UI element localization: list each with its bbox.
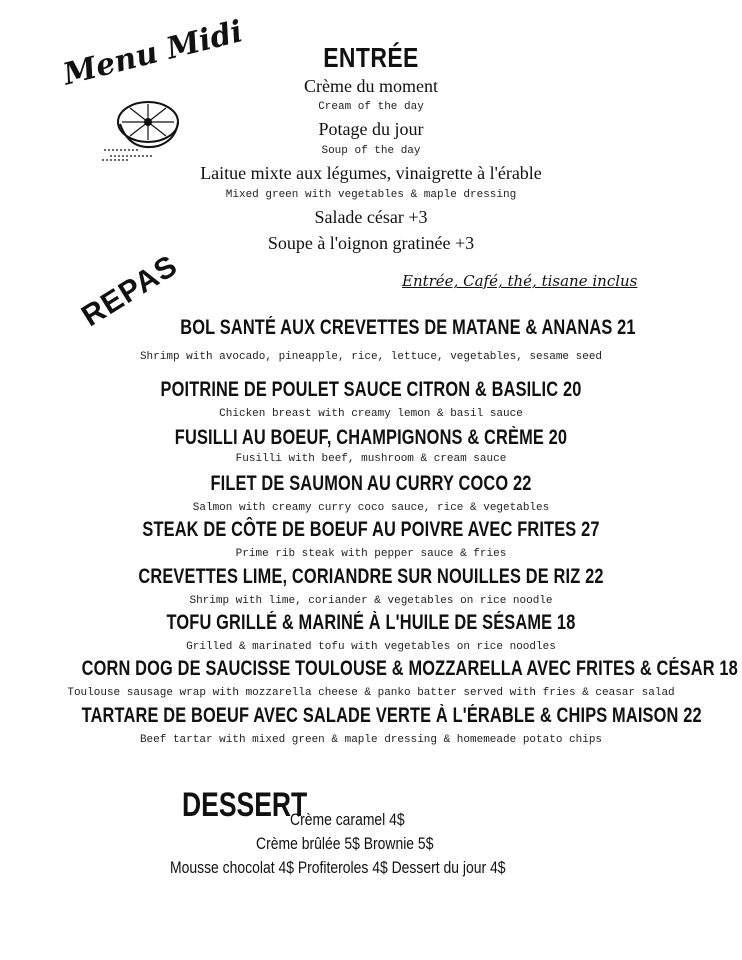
entree-item-fr: Soupe à l'oignon gratinée +3 (267, 233, 475, 253)
entree-item-en: Soup of the day (321, 145, 421, 157)
dish-name: BOL SANTÉ AUX CREVETTES DE MATANE & ANANAS 21 (180, 316, 636, 339)
included-note: Entrée, Café, thé, tisane inclus (402, 272, 638, 290)
entree-item-fr: Crème du moment (304, 76, 438, 96)
entree-item-fr: Laitue mixte aux légumes, vinaigrette à l'érable (200, 163, 542, 183)
dish-description: Shrimp with lime, coriander & vegetables on rice noodle (189, 595, 553, 607)
menu-midi-title: Menu Midi (59, 14, 247, 93)
dish-name: FILET DE SAUMON AU CURRY COCO 22 (210, 472, 532, 495)
dessert-line: Crème caramel 4$ (290, 810, 405, 829)
dish-description: Chicken breast with creamy lemon & basil sauce (219, 408, 523, 420)
dish-name: TARTARE DE BOEUF AVEC SALADE VERTE À L'ÉRABLE & CHIPS MAISON 22 (81, 704, 702, 727)
dish-description: Shrimp with avocado, pineapple, rice, lettuce, vegetables, sesame seed (139, 351, 603, 363)
dish-name: TOFU GRILLÉ & MARINÉ À L'HUILE DE SÉSAME 18 (166, 611, 576, 634)
entree-item-en: Cream of the day (318, 101, 424, 113)
dessert-line: Crème brûlée 5$ Brownie 5$ (256, 834, 434, 853)
repas-title: REPAS (75, 248, 184, 334)
dish-description: Fusilli with beef, mushroom & cream sauce (235, 453, 507, 465)
entree-item-en: Mixed green with vegetables & maple dressing (225, 189, 517, 201)
dish-name: CORN DOG DE SAUCISSE TOULOUSE & MOZZARELLA AVEC FRITES & CÉSAR 18 (81, 657, 738, 680)
dish-description: Prime rib steak with pepper sauce & fries (235, 548, 507, 560)
entree-item-fr: Potage du jour (318, 119, 424, 139)
entree-item-fr: Salade césar +3 (314, 207, 428, 227)
entree-title: ENTRÉE (323, 42, 419, 73)
dish-description: Beef tartar with mixed green & maple dressing & homemeade potato chips (139, 734, 603, 746)
dish-name: CREVETTES LIME, CORIANDRE SUR NOUILLES DE RIZ 22 (138, 565, 604, 588)
dish-name: FUSILLI AU BOEUF, CHAMPIGNONS & CRÈME 20 (174, 426, 568, 449)
dish-description: Grilled & marinated tofu with vegetables on rice noodles (186, 641, 556, 653)
dish-name: POITRINE DE POULET SAUCE CITRON & BASILIC 20 (160, 378, 582, 401)
dish-name: STEAK DE CÔTE DE BOEUF AU POIVRE AVEC FRITES 27 (142, 518, 600, 541)
dessert-title: DESSERT (182, 786, 308, 824)
dessert-line: Mousse chocolat 4$ Profiteroles 4$ Dessert du jour 4$ (170, 858, 506, 877)
dish-description: Salmon with creamy curry coco sauce, rice & vegetables (192, 502, 550, 514)
dish-description: Toulouse sausage wrap with mozzarella cheese & panko batter served with fries & ceasar salad (67, 687, 675, 699)
